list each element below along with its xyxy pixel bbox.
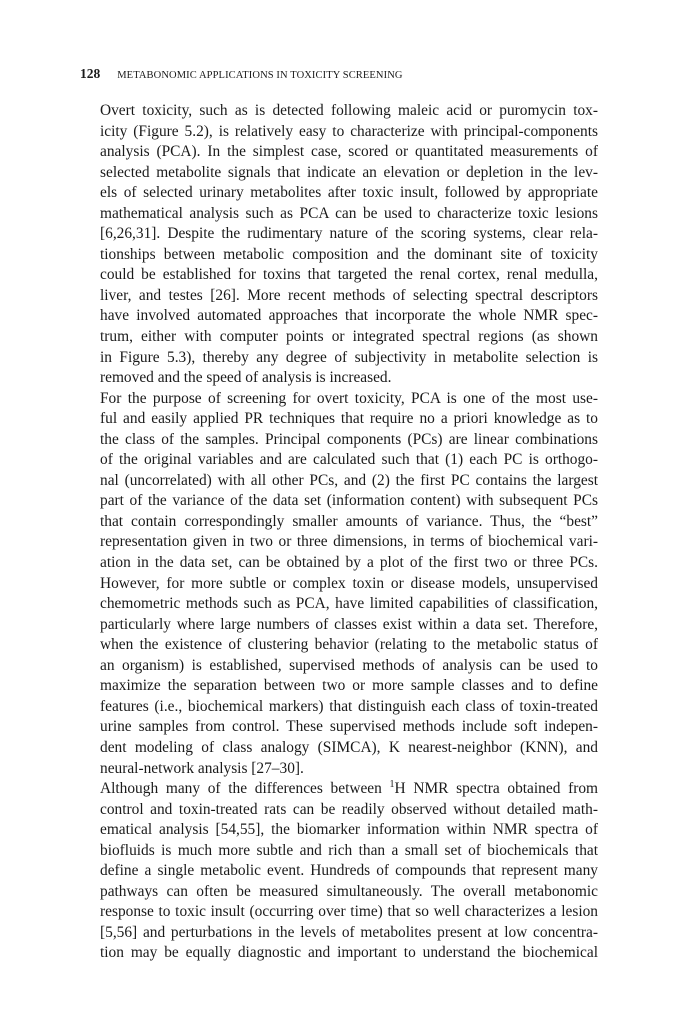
- text-line: nal (uncorrelated) with all other PCs, and (2) the first PC contains the largest: [100, 471, 598, 489]
- text-line: have involved automated approaches that incorporate the whole NMR spec-: [100, 307, 598, 325]
- book-page: [80, 66, 598, 964]
- text-line: tion may be equally diagnostic and important to understand the biochemical: [100, 944, 598, 962]
- text-line: ation in the data set, can be obtained by a plot of the first two or three PCs.: [100, 554, 598, 572]
- text-line: mathematical analysis such as PCA can be used to characterize toxic lesions: [100, 204, 598, 222]
- text-line: dent modeling of class analogy (SIMCA), K nearest-neighbor (KNN), and: [100, 738, 598, 756]
- text-line: could be established for toxins that targeted the renal cortex, renal medulla,: [100, 266, 598, 284]
- text-line: els of selected urinary metabolites after toxic insult, followed by appropriate: [100, 184, 598, 202]
- text-line: representation given in two or three dimensions, in terms of biochemical vari-: [100, 533, 598, 551]
- text-line: features (i.e., biochemical markers) that distinguish each class of toxin-treated: [100, 697, 598, 715]
- text-line: ful and easily applied PR techniques that require no a priori knowledge as to: [100, 410, 598, 428]
- text-line: part of the variance of the data set (information content) with subsequent PCs: [100, 492, 598, 510]
- paragraph-3: [80, 779, 598, 964]
- text-line: biofluids is much more subtle and rich than a small set of biochemicals that: [100, 841, 598, 859]
- text-line: Overt toxicity, such as is detected following maleic acid or puromycin tox-: [100, 102, 598, 119]
- running-head-title: METABONOMIC APPLICATIONS IN TOXICITY SCREENING: [117, 70, 403, 81]
- text-line: of the original variables and are calculated such that (1) each PC is orthogo-: [100, 451, 598, 469]
- text-line: the class of the samples. Principal components (PCs) are linear combinations: [100, 430, 598, 448]
- running-head: [80, 66, 598, 84]
- text-line: selected metabolite signals that indicate an elevation or depletion in the lev-: [100, 163, 598, 181]
- body-text: [80, 101, 598, 964]
- text-fragment: H NMR spectra obtained from: [394, 780, 599, 798]
- text-line: trum, either with computer points or integrated spectral regions (as shown: [100, 328, 598, 346]
- text-fragment: Although many of the differences between: [100, 780, 390, 798]
- text-line: liver, and testes [26]. More recent methods of selecting spectral descriptors: [100, 286, 598, 304]
- text-line: in Figure 5.3), thereby any degree of subjectivity in metabolite selection is: [100, 348, 598, 366]
- text-line: However, for more subtle or complex toxin or disease models, unsupervised: [100, 574, 598, 592]
- text-line: control and toxin-treated rats can be readily observed without detailed math-: [100, 800, 598, 818]
- text-line: icity (Figure 5.2), is relatively easy to characterize with principal-components: [100, 122, 598, 140]
- text-line: ematical analysis [54,55], the biomarker information within NMR spectra of: [100, 821, 598, 839]
- text-line: pathways can often be measured simultaneously. The overall metabonomic: [100, 882, 598, 900]
- text-line: tionships between metabolic composition and the dominant site of toxicity: [100, 245, 598, 263]
- text-line: chemometric methods such as PCA, have limited capabilities of classification,: [100, 595, 598, 613]
- text-line: an organism) is established, supervised methods of analysis can be used to: [100, 656, 598, 674]
- text-line: For the purpose of screening for overt toxicity, PCA is one of the most use-: [100, 389, 598, 407]
- page-number: 128: [80, 66, 101, 81]
- text-line: [6,26,31]. Despite the rudimentary nature of the scoring systems, clear rela-: [100, 225, 598, 243]
- text-line: neural-network analysis [27–30].: [100, 759, 304, 777]
- text-line: removed and the speed of analysis is increased.: [100, 369, 392, 387]
- text-line: analysis (PCA). In the simplest case, scored or quantitated measurements of: [100, 143, 598, 161]
- text-line: when the existence of clustering behavior (relating to the metabolic status of: [100, 636, 598, 654]
- text-line: particularly where large numbers of classes exist within a data set. Therefore,: [100, 615, 598, 633]
- text-line: maximize the separation between two or more sample classes and to define: [100, 677, 598, 695]
- paragraph-2: [80, 389, 598, 779]
- text-line: [80, 779, 598, 800]
- text-line: define a single metabolic event. Hundreds of compounds that represent many: [100, 862, 598, 880]
- text-line: [5,56] and perturbations in the levels of metabolites present at low concentra-: [100, 923, 598, 941]
- text-line: that contain correspondingly smaller amounts of variance. Thus, the “best”: [100, 512, 598, 530]
- superscript: 1: [389, 779, 395, 791]
- paragraph-1: [80, 101, 598, 389]
- text-line: response to toxic insult (occurring over time) that so well characterizes a lesion: [100, 903, 598, 921]
- text-line: urine samples from control. These supervised methods include soft indepen-: [100, 718, 598, 736]
